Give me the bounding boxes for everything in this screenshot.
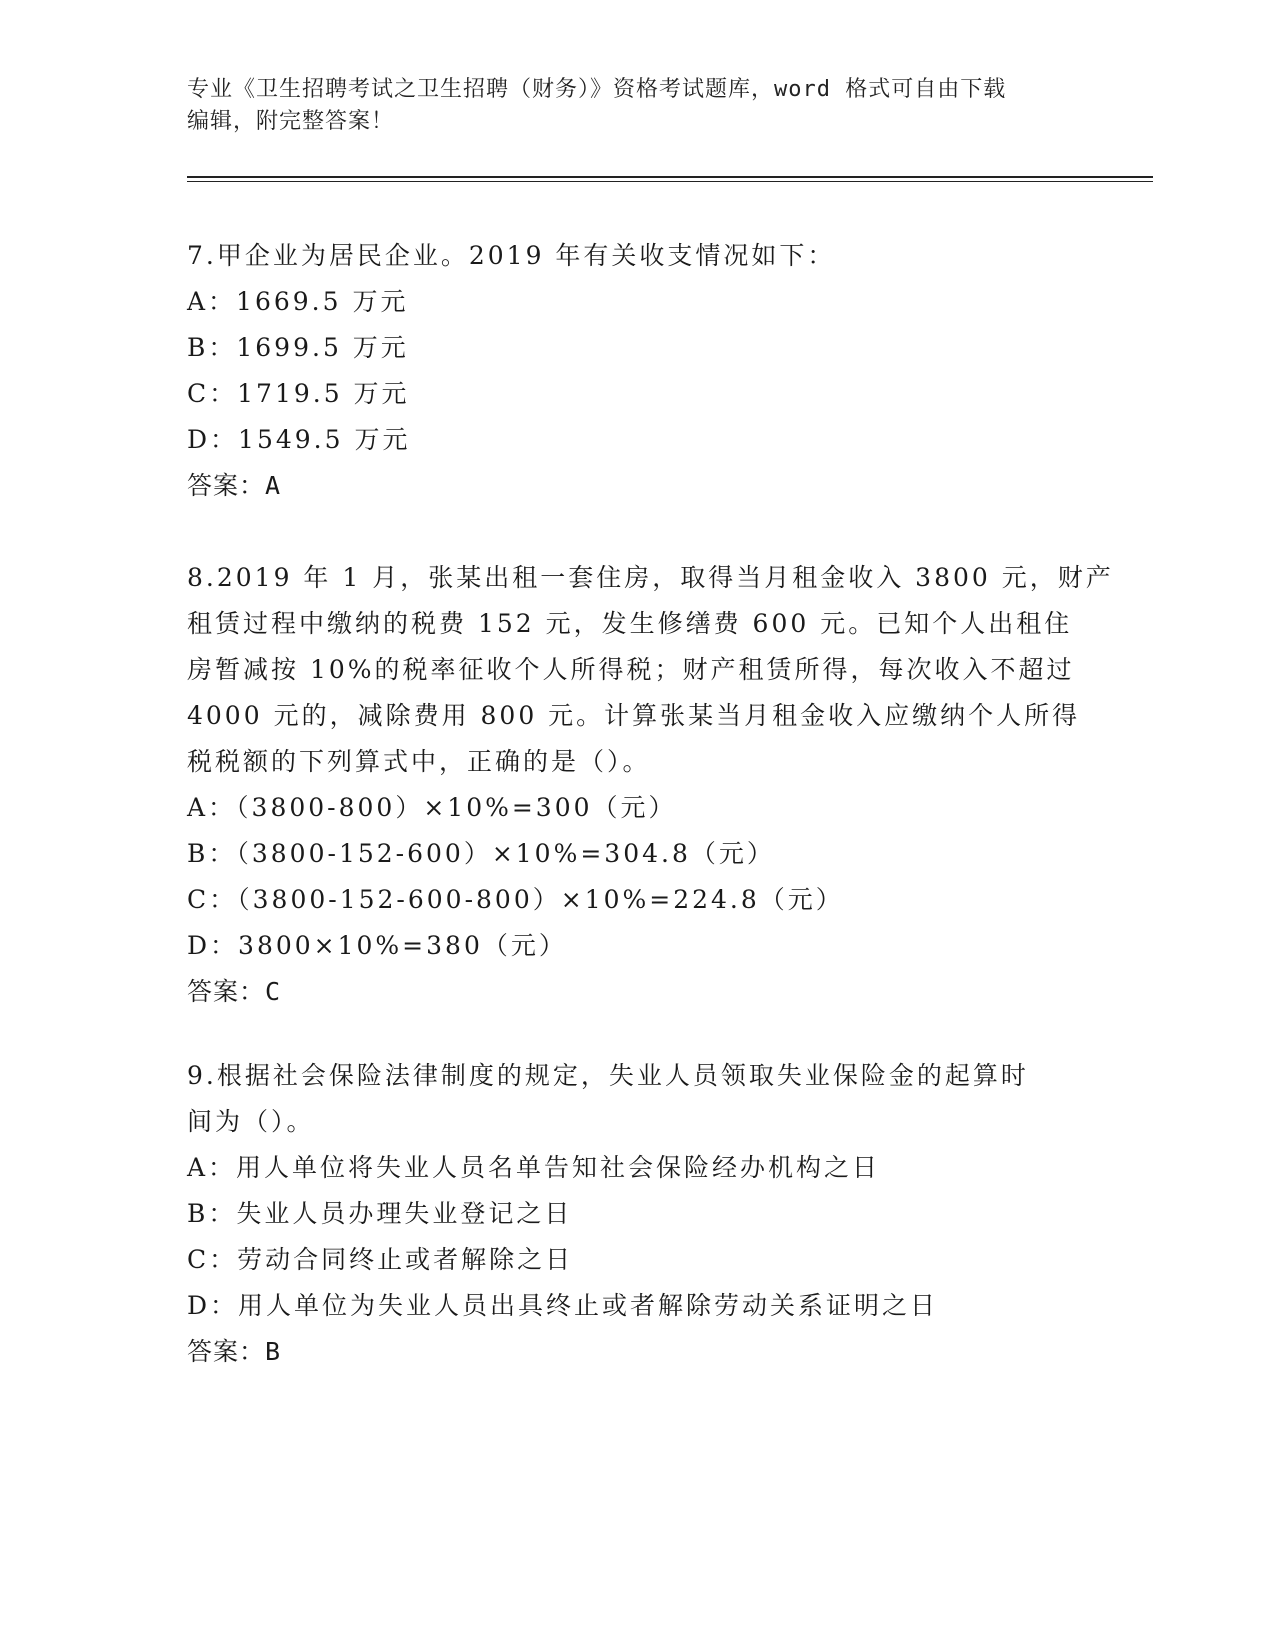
option-a: A：1669.5 万元: [187, 287, 409, 316]
document-header: [187, 74, 1087, 138]
option-a: A：用人单位将失业人员名单告知社会保险经办机构之日: [187, 1153, 881, 1182]
question-7: [187, 233, 1087, 509]
option-c: C：劳动合同终止或者解除之日: [187, 1245, 574, 1274]
option-a: A：（3800-800）×10%=300（元）: [187, 793, 677, 822]
question-stem-line: 房暂减按 10%的税率征收个人所得税；财产租赁所得，每次收入不超过: [187, 655, 1075, 684]
option-b: B：（3800-152-600）×10%=304.8（元）: [187, 839, 775, 868]
answer-label: 答案：A: [187, 471, 282, 500]
header-line: 专业《卫生招聘考试之卫生招聘（财务）》资格考试题库，word 格式可自由下载: [187, 77, 1007, 102]
question-stem-line: 7.甲企业为居民企业。2019 年有关收支情况如下：: [187, 241, 836, 270]
option-d: D：1549.5 万元: [187, 425, 411, 454]
option-c: C：（3800-152-600-800）×10%=224.8（元）: [187, 885, 844, 914]
option-b: B：1699.5 万元: [187, 333, 409, 362]
answer-label: 答案：B: [187, 1337, 282, 1366]
question-stem: [187, 1053, 1087, 1145]
option-b: B：失业人员办理失业登记之日: [187, 1199, 573, 1228]
question-stem-line: 9.根据社会保险法律制度的规定，失业人员领取失业保险金的起算时: [187, 1061, 1029, 1090]
question-stem: [187, 555, 1114, 785]
question-stem-line: 8.2019 年 1 月，张某出租一套住房，取得当月租金收入 3800 元，财产: [187, 563, 1114, 592]
question-stem: [187, 233, 1087, 279]
question-stem-line: 4000 元的，减除费用 800 元。计算张某当月租金收入应缴纳个人所得: [187, 701, 1081, 730]
question-8: [187, 555, 1114, 1015]
option-d: D：3800×10%=380（元）: [187, 931, 567, 960]
question-stem-line: 租赁过程中缴纳的税费 152 元，发生修缮费 600 元。已知个人出租住: [187, 609, 1073, 638]
header-divider-thick: [187, 176, 1153, 178]
header-divider-thin: [187, 181, 1153, 182]
question-9: [187, 1053, 1087, 1375]
option-d: D：用人单位为失业人员出具终止或者解除劳动关系证明之日: [187, 1291, 939, 1320]
question-stem-line: 间为（）。: [187, 1107, 315, 1136]
question-stem-line: 税税额的下列算式中，正确的是（）。: [187, 747, 651, 776]
option-c: C：1719.5 万元: [187, 379, 410, 408]
answer-label: 答案：C: [187, 977, 282, 1006]
header-line: 编辑，附完整答案！: [187, 109, 395, 134]
